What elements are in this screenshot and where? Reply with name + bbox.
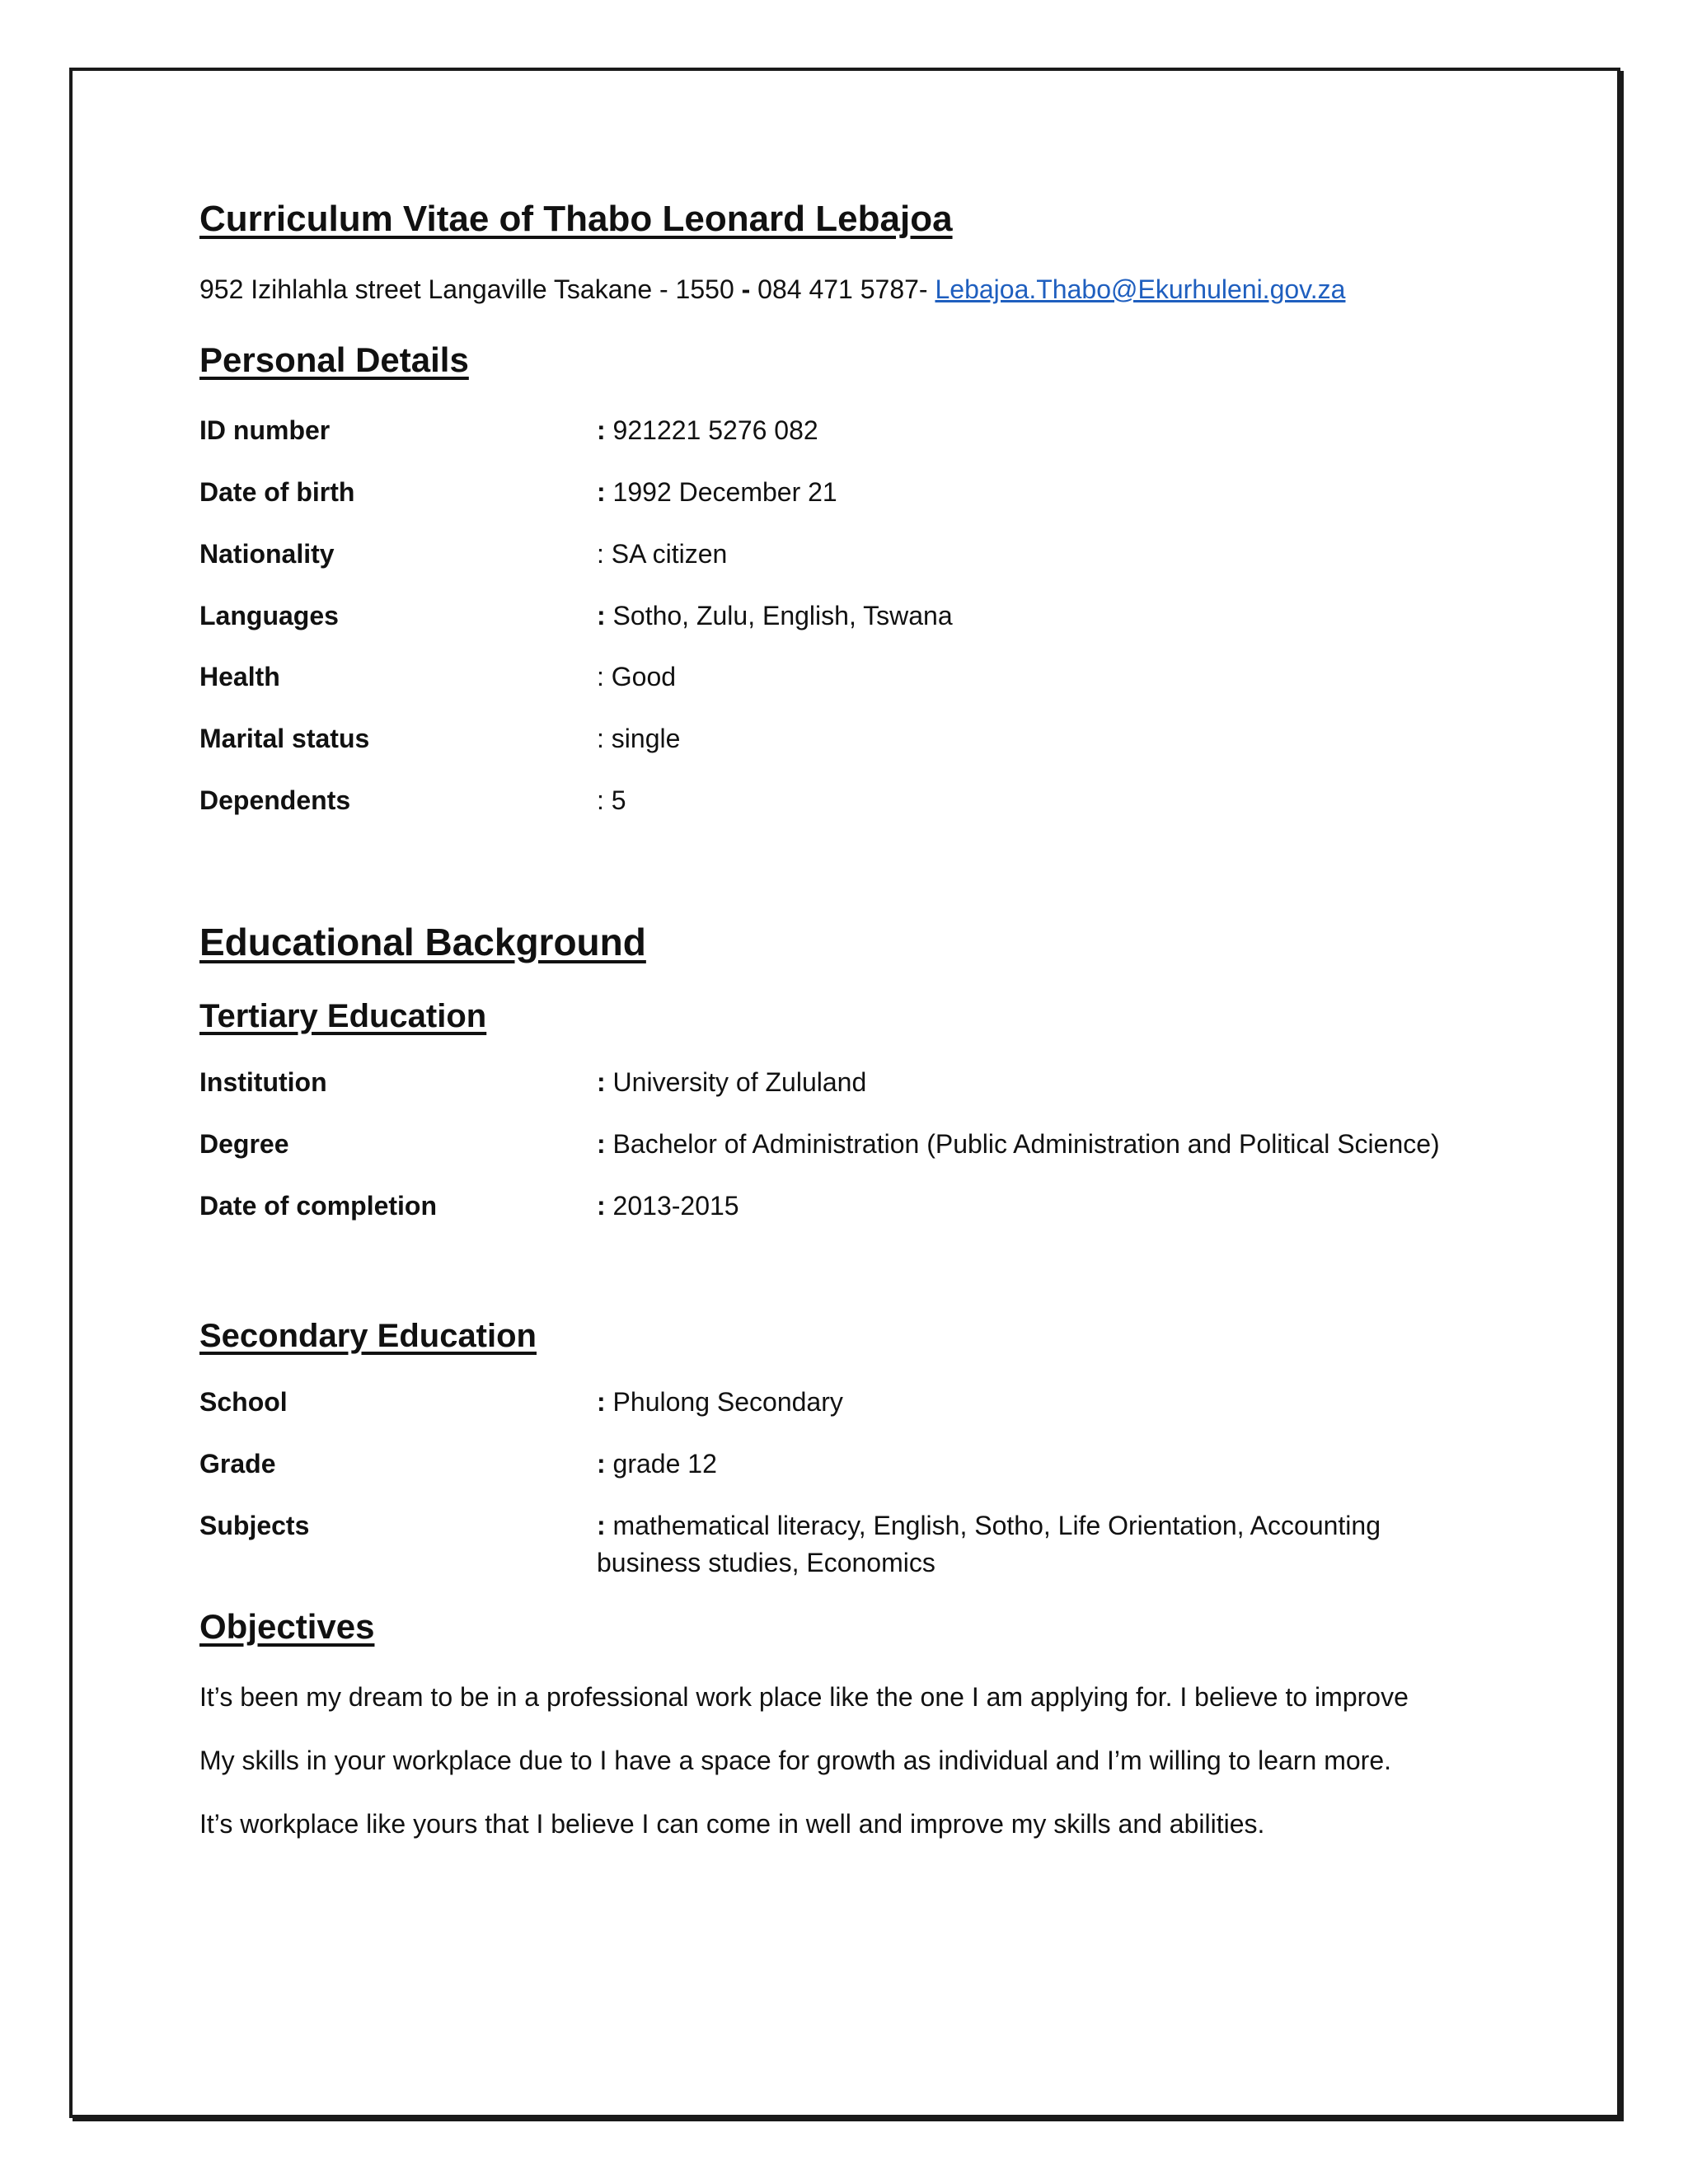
contact-line [199, 274, 1535, 305]
objectives-line-2: My skills in your workplace due to I have a space for growth as individual and I’m willing to learn more. [199, 1745, 1391, 1775]
personal-row-languages [199, 598, 1535, 635]
tertiary-row-degree [199, 1126, 1535, 1163]
secondary-row-subjects [199, 1507, 1535, 1582]
row-value: : Sotho, Zulu, English, Tswana [597, 600, 953, 630]
row-value: : Good [597, 662, 677, 692]
row-label: Grade [199, 1449, 276, 1479]
contact-email-link[interactable]: Lebajoa.Thabo@Ekurhuleni.gov.za [935, 274, 1346, 304]
personal-row-dependents [199, 782, 1535, 819]
row-label: Dependents [199, 785, 351, 815]
row-value: : 2013-2015 [597, 1190, 739, 1221]
row-label: Institution [199, 1066, 327, 1097]
row-value: : single [597, 724, 681, 754]
row-label: Degree [199, 1128, 289, 1159]
row-value: : SA citizen [597, 538, 728, 569]
row-label: Date of completion [199, 1190, 438, 1221]
row-label: Nationality [199, 538, 335, 569]
row-value: : mathematical literacy, English, Sotho, Life Orientation, Accounting business studies, Economics [597, 1510, 1381, 1577]
row-value: : grade 12 [597, 1449, 717, 1479]
row-label: ID number [199, 415, 331, 446]
row-label: Date of birth [199, 476, 355, 507]
row-label: School [199, 1387, 288, 1418]
row-value: : Phulong Secondary [597, 1387, 843, 1418]
contact-address: 952 Izihlahla street Langaville Tsakane - 1550 [199, 274, 742, 304]
row-label: Health [199, 662, 280, 692]
row-value: : Bachelor of Administration (Public Administration and Political Science) [597, 1128, 1440, 1159]
contact-phone: 084 471 5787- [750, 274, 935, 304]
row-label: Subjects [199, 1510, 310, 1540]
row-value: : 5 [597, 785, 626, 815]
personal-row-health [199, 658, 1535, 696]
secondary-education-heading: Secondary Education [199, 1318, 537, 1355]
personal-row-nationality [199, 536, 1535, 573]
personal-details-heading: Personal Details [199, 340, 469, 379]
row-label: Marital status [199, 724, 370, 754]
row-label: Languages [199, 600, 339, 630]
contact-separator: - [741, 274, 751, 304]
personal-row-id [199, 412, 1535, 449]
objectives-line-3: It’s workplace like yours that I believe I can come in well and improve my skills and abilities. [199, 1808, 1265, 1839]
objectives-line-1: It’s been my dream to be in a professional work place like the one I am applying for. I believe to improve [199, 1681, 1409, 1712]
row-value: : 1992 December 21 [597, 476, 837, 507]
personal-row-dob [199, 474, 1535, 511]
personal-row-marital [199, 720, 1535, 757]
tertiary-education-heading: Tertiary Education [199, 997, 487, 1034]
row-value: : 921221 5276 082 [597, 415, 818, 446]
tertiary-row-institution [199, 1064, 1535, 1101]
cv-title: Curriculum Vitae of Thabo Leonard Lebajoa [199, 199, 953, 239]
cv-document [199, 198, 1535, 1868]
secondary-row-grade [199, 1446, 1535, 1483]
secondary-row-school [199, 1384, 1535, 1421]
educational-background-heading: Educational Background [199, 920, 646, 963]
tertiary-row-completion [199, 1188, 1535, 1225]
row-value: : University of Zululand [597, 1066, 867, 1097]
objectives-heading: Objectives [199, 1606, 375, 1646]
